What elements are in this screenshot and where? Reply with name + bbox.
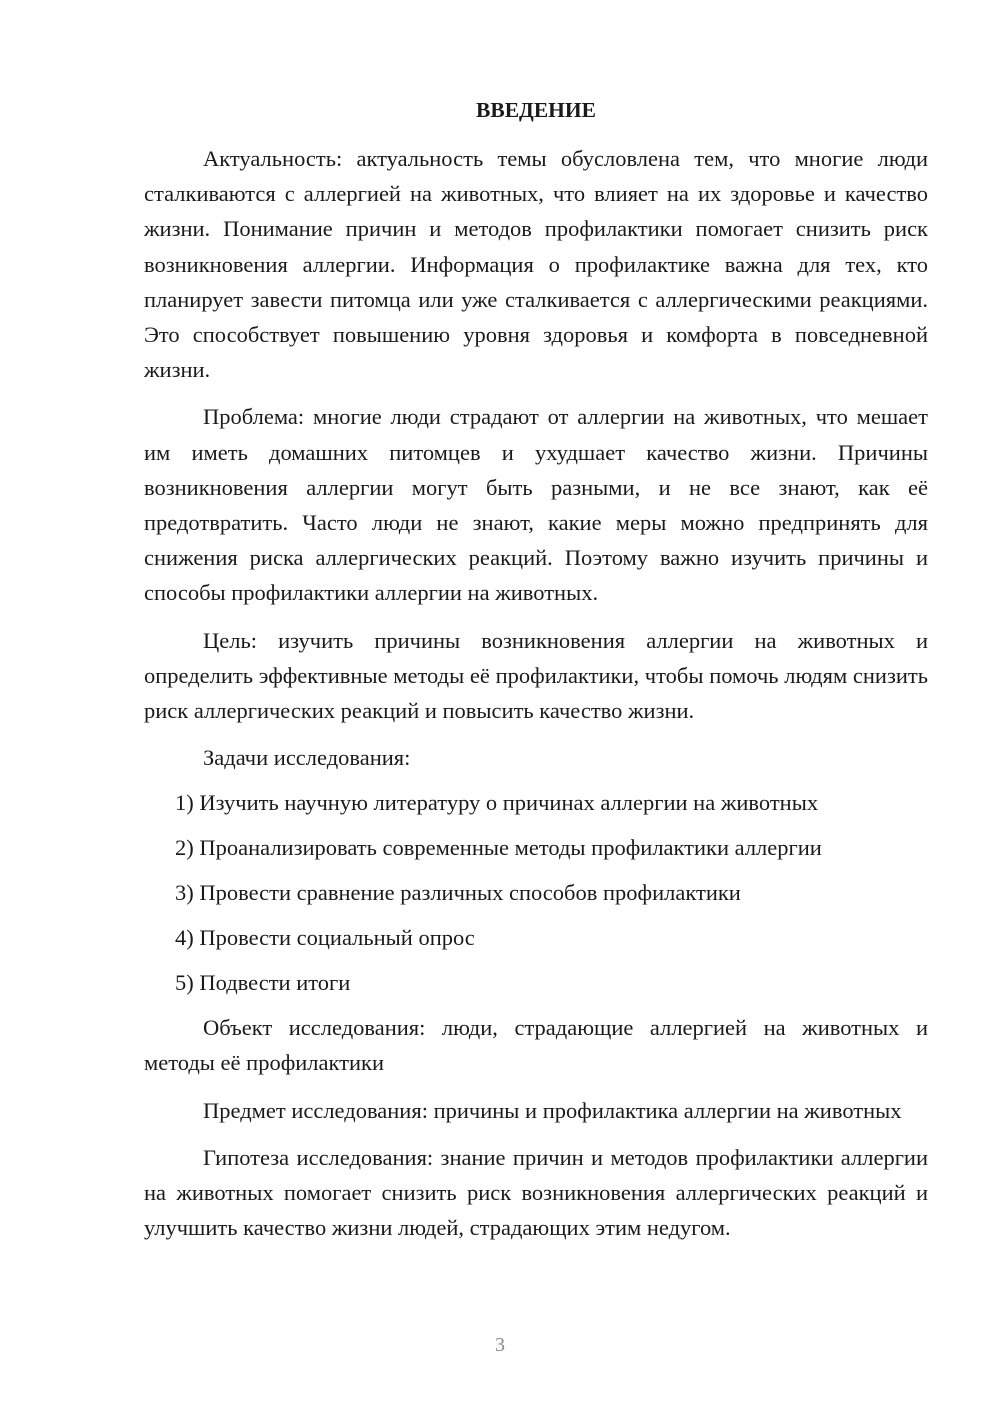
paragraph-hypothesis: Гипотеза исследования: знание причин и методов профилактики аллергии на животных помогает снизить риск возникновения аллергических реакций и улучшить качество жизни людей, страдающих этим недугом. (144, 1144, 928, 1241)
task-item: 1) Изучить научную литературу о причинах аллергии на животных (175, 790, 819, 816)
paragraph-object: Объект исследования: люди, страдающие аллергией на животных и методы её профилактики (144, 1015, 928, 1076)
paragraph-relevance: Актуальность: актуальность темы обусловлена тем, что многие люди сталкиваются с аллергией на животных, что влияет на их здоровье и качество жизни. Понимание причин и методов профилактики помогает снизить риск возникновения аллергии. Информация о профилактике важна для тех, кто планирует завести питомца или уже сталкивается с аллергическими реакциями. Это способствует повышению уровня здоровья и комфорта в повседневной жизни. (144, 146, 928, 383)
paragraph-subject: Предмет исследования: причины и профилактика аллергии на животных (203, 1097, 902, 1123)
paragraph-problem: Проблема: многие люди страдают от аллергии на животных, что мешает им иметь домашних питомцев и ухудшает качество жизни. Причины возникновения аллергии могут быть разными, и не все знают, как её предотвратить. Часто люди не знают, какие меры можно предпринять для снижения риска аллергических реакций. Поэтому важно изучить причины и способы профилактики аллергии на животных. (144, 404, 928, 606)
page-number: 3 (495, 1334, 505, 1356)
tasks-heading: Задачи исследования: (203, 745, 411, 771)
task-list (144, 785, 928, 1000)
task-item: 3) Провести сравнение различных способов профилактики (175, 880, 741, 906)
task-item: 5) Подвести итоги (175, 970, 351, 996)
document-page (144, 92, 928, 1257)
section-title: ВВЕДЕНИЕ (476, 98, 596, 122)
paragraph-goal: Цель: изучить причины возникновения аллергии на животных и определить эффективные методы её профилактики, чтобы помочь людям снизить риск аллергических реакций и повысить качество жизни. (144, 627, 928, 724)
task-item: 4) Провести социальный опрос (175, 925, 475, 951)
task-item: 2) Проанализировать современные методы профилактики аллергии (175, 835, 822, 861)
